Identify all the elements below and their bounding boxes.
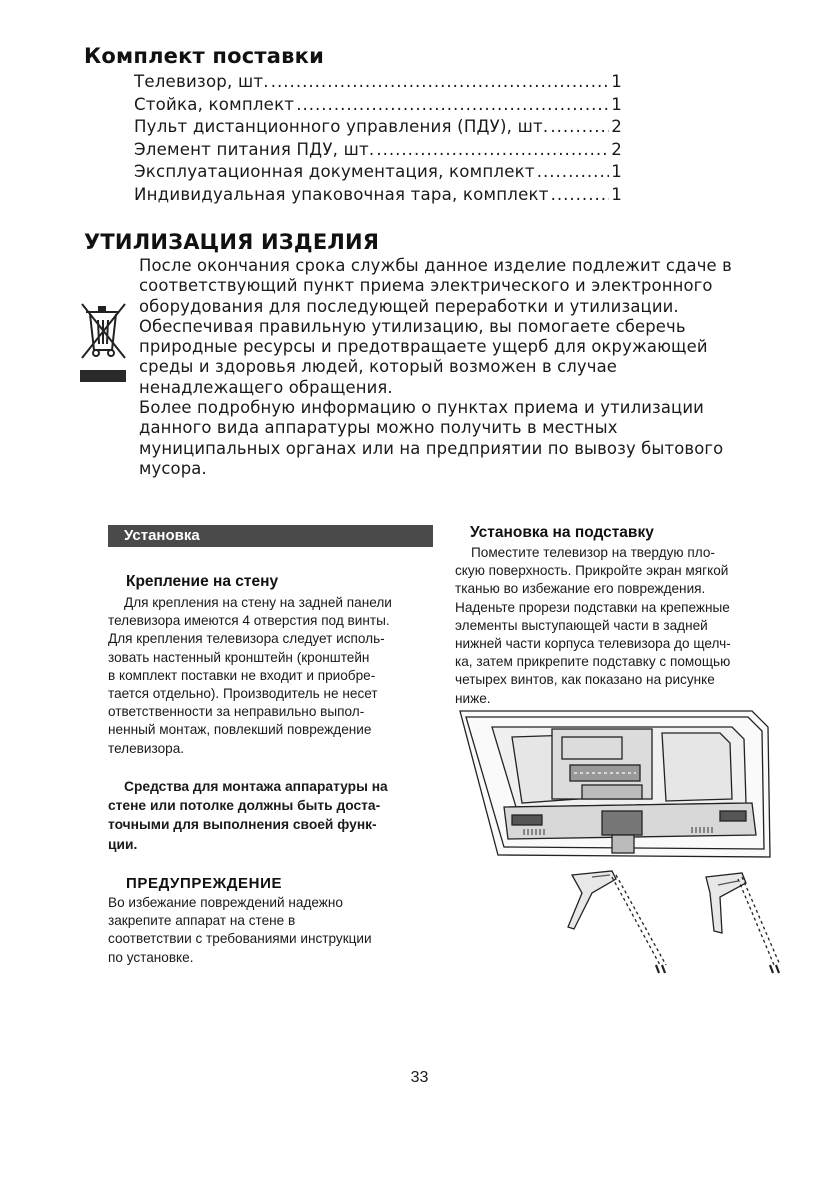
text-line: Для крепления телевизора следует исполь- xyxy=(108,631,385,647)
package-item-qty: 2 xyxy=(611,139,622,159)
text-line: тканью во избежание его повреждения. xyxy=(455,581,706,597)
package-item xyxy=(134,95,622,118)
package-list xyxy=(134,72,622,208)
warning-text xyxy=(108,894,438,967)
package-item xyxy=(134,140,622,163)
text-line: нижней части корпуса телевизора до щелч- xyxy=(455,636,731,652)
text-line: зовать настенный кронштейн (кронштейн xyxy=(108,649,370,665)
text-line: природные ресурсы и предотвращаете ущерб для окружающей xyxy=(139,337,708,357)
text-line: соответствующий пункт приема электрического и электронного xyxy=(139,276,713,296)
wall-mount-title: Крепление на стену xyxy=(126,573,279,590)
page-number: 33 xyxy=(410,1069,429,1086)
text-line: среды и здоровья людей, который возможен в случае xyxy=(139,357,618,377)
text-line: Средства для монтажа аппаратуры на xyxy=(124,779,388,794)
disposal-title: УТИЛИЗАЦИЯ ИЗДЕЛИЯ xyxy=(84,230,380,254)
leader-dots xyxy=(296,95,609,114)
text-line: ответственности за неправильно выпол- xyxy=(108,704,365,720)
text-line: ции. xyxy=(108,836,138,852)
weee-crossed-bin-icon xyxy=(80,302,128,384)
text-line: соответствии с требованиями инструкции xyxy=(108,931,372,947)
package-item-qty: 2 xyxy=(611,117,622,137)
leader-dots xyxy=(551,185,610,204)
disposal-paragraph xyxy=(139,256,749,479)
text-line: по установке. xyxy=(108,949,194,965)
stand-install-text xyxy=(455,544,785,708)
package-title: Комплект поставки xyxy=(84,44,325,68)
text-line: скую поверхность. Прикройте экран мягкой xyxy=(455,563,729,579)
text-line: закрепите аппарат на стене в xyxy=(108,913,296,929)
package-item-qty: 1 xyxy=(611,184,622,204)
package-item-qty: 1 xyxy=(611,72,622,91)
package-item-name: Элемент питания ПДУ, шт. xyxy=(134,139,375,159)
package-item-name: Стойка, комплект xyxy=(134,94,295,114)
package-item-name: Телевизор, шт. xyxy=(134,72,269,91)
text-line: телевизора имеются 4 отверстия под винты. xyxy=(108,613,390,629)
package-item xyxy=(134,185,622,208)
text-line: Наденьте прорези подставки на крепежные xyxy=(455,599,730,615)
text-line: Во избежание повреждений надежно xyxy=(108,895,343,910)
text-line: элементы выступающей части в задней xyxy=(455,617,708,633)
package-item-name: Индивидуальная упаковочная тара, комплект xyxy=(134,184,549,204)
text-line: стене или потолке должны быть доста- xyxy=(108,798,381,814)
package-item-qty: 1 xyxy=(611,162,622,182)
text-line: муниципальных органах или на предприятии по вывозу бытового xyxy=(139,438,724,458)
package-item xyxy=(134,72,622,95)
package-item-name: Пульт дистанционного управления (ПДУ), шт. xyxy=(134,117,549,137)
leader-dots xyxy=(376,140,609,159)
text-line: данного вида аппаратуры можно получить в местных xyxy=(139,418,618,438)
tv-stand-illustration xyxy=(452,707,782,979)
wall-mount-text xyxy=(108,594,438,758)
text-line: Поместите телевизор на твердую пло- xyxy=(471,545,715,560)
text-line: в комплект поставки не входит и приобре- xyxy=(108,667,376,683)
mounting-note xyxy=(108,777,438,854)
leader-dots xyxy=(537,162,610,181)
text-line: телевизора. xyxy=(108,740,185,756)
text-line: После окончания срока службы данное изделие подлежит сдаче в xyxy=(139,256,732,275)
left-stand-leg-icon xyxy=(568,871,666,973)
package-item-qty: 1 xyxy=(611,94,622,114)
tv-rear-icon xyxy=(460,711,770,857)
text-line: мусора. xyxy=(139,458,207,478)
package-item xyxy=(134,162,622,185)
stand-install-title: Установка на подставку xyxy=(470,524,654,541)
text-line: четырех винтов, как показано на рисунке xyxy=(455,672,715,688)
package-item xyxy=(134,117,622,140)
text-line: оборудования для последующей переработки и утилизации. xyxy=(139,296,679,316)
leader-dots xyxy=(550,117,609,136)
right-stand-leg-icon xyxy=(706,873,780,973)
package-item-name: Эксплуатационная документация, комплект xyxy=(134,162,535,182)
text-line: ненный монтаж, повлекший повреждение xyxy=(108,722,372,738)
section-bar-installation: Установка xyxy=(108,525,433,547)
text-line: точными для выполнения своей функ- xyxy=(108,817,377,833)
text-line: Более подробную информацию о пунктах приема и утилизации xyxy=(139,398,704,418)
text-line: тается отдельно). Производитель не несет xyxy=(108,686,378,702)
text-line: Обеспечивая правильную утилизацию, вы помогаете сберечь xyxy=(139,316,686,336)
text-line: Для крепления на стену на задней панели xyxy=(124,595,392,610)
text-line: ка, затем прикрепите подставку с помощью xyxy=(455,654,731,670)
text-line: ниже. xyxy=(455,690,491,706)
text-line: ненадлежащего обращения. xyxy=(139,377,393,397)
leader-dots xyxy=(271,72,610,91)
warning-title: ПРЕДУПРЕЖДЕНИЕ xyxy=(126,875,283,892)
